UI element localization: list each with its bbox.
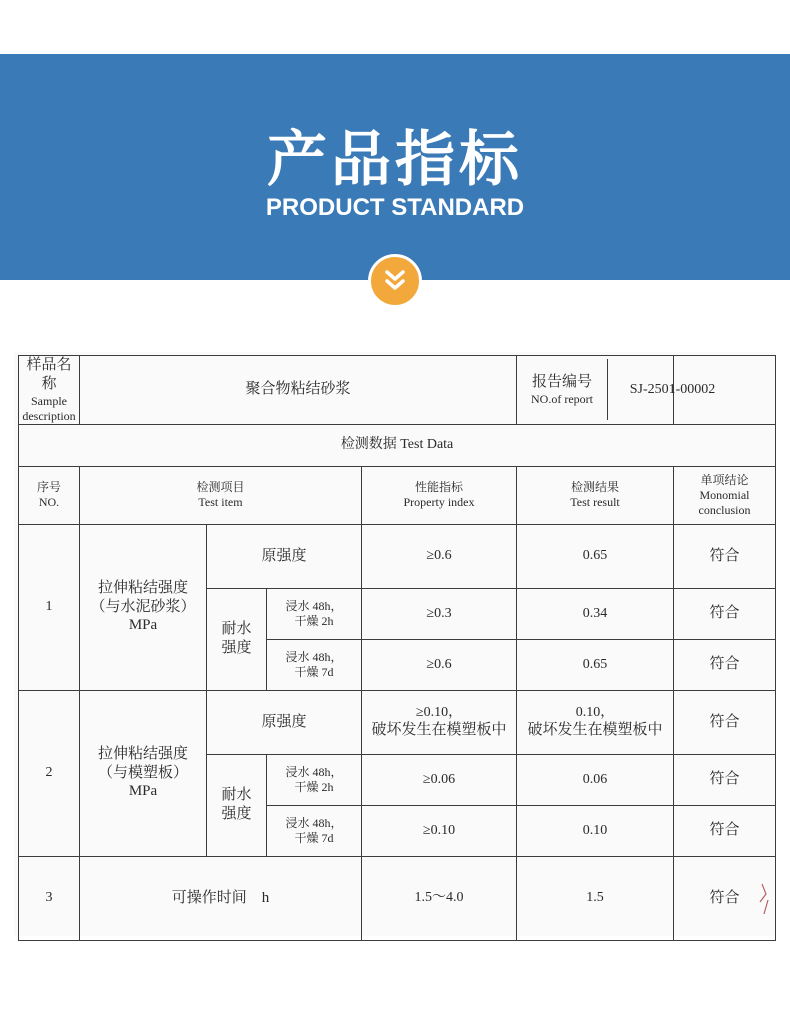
- col-index-zh: 性能指标: [415, 480, 464, 494]
- property-index: 1.5～4.0: [362, 856, 517, 940]
- col-result: [517, 466, 674, 524]
- test-result-line: 0.10，: [575, 704, 615, 720]
- test-item: [80, 524, 207, 690]
- test-item-unit: MPa: [128, 783, 158, 800]
- column-header-row: [19, 466, 776, 524]
- water-label-line: 耐水: [221, 787, 252, 804]
- test-item-line: 拉伸粘结强度: [97, 745, 188, 762]
- row-number: 2: [19, 690, 80, 856]
- sample-row: [19, 356, 776, 425]
- test-data-table: [18, 355, 776, 941]
- test-item-unit: MPa: [128, 617, 158, 634]
- margin-mark: [756, 880, 776, 920]
- test-item: [80, 690, 207, 856]
- property-index-line: 破坏发生在模塑板中: [371, 722, 507, 739]
- table-row: [19, 856, 776, 940]
- water-label-line: 耐水: [221, 621, 252, 638]
- condition: [267, 805, 362, 856]
- col-conclusion: [674, 466, 776, 524]
- test-result: [517, 690, 674, 754]
- test-result-line: 破坏发生在模塑板中: [527, 722, 663, 739]
- table-row: [19, 690, 776, 754]
- condition-line: 干燥 7d: [294, 664, 334, 679]
- col-conclusion-en2: conclusion: [698, 502, 751, 517]
- water-label-line: 强度: [221, 640, 252, 656]
- sample-label-en1: Sample: [31, 393, 67, 408]
- col-no-zh: 序号: [36, 480, 61, 494]
- test-item-line: （与水泥砂浆）: [90, 598, 196, 615]
- sample-label-en2: description: [22, 408, 76, 423]
- condition-line: 干燥 2h: [294, 779, 334, 794]
- condition: [267, 754, 362, 805]
- col-conclusion-zh: 单项结论: [700, 472, 749, 487]
- conclusion: 符合: [674, 856, 776, 940]
- condition-line: 干燥 2h: [294, 613, 334, 628]
- property-index: [362, 690, 517, 754]
- subitem-water-strength: [207, 588, 267, 690]
- report-label: [517, 359, 608, 420]
- condition-line: 浸水 48h，: [285, 764, 343, 779]
- subitem-original-strength: 原强度: [207, 690, 362, 754]
- test-item-line: （与模塑板）: [97, 764, 188, 781]
- property-index: ≥0.6: [362, 524, 517, 588]
- property-index: ≥0.10: [362, 805, 517, 856]
- conclusion: 符合: [674, 639, 776, 690]
- test-item: 可操作时间 h: [80, 856, 362, 940]
- test-result: 0.10: [517, 805, 674, 856]
- col-conclusion-en1: Monomial: [699, 487, 750, 502]
- condition-line: 干燥 7d: [294, 830, 334, 845]
- report-label-en: NO.of report: [531, 391, 593, 406]
- test-result: 1.5: [517, 856, 674, 940]
- conclusion: 符合: [674, 754, 776, 805]
- section-title-row: [19, 424, 776, 466]
- page-subtitle: PRODUCT STANDARD: [265, 194, 525, 221]
- table-row: [19, 524, 776, 588]
- col-item-zh: 检测项目: [196, 480, 245, 494]
- sample-label: [19, 356, 80, 425]
- chevron-double-down-icon: [384, 269, 406, 293]
- water-label-line: 强度: [221, 806, 252, 822]
- condition-line: 浸水 48h，: [285, 598, 343, 613]
- col-result-zh: 检测结果: [571, 480, 620, 494]
- subitem-original-strength: 原强度: [207, 524, 362, 588]
- row-number: 1: [19, 524, 80, 690]
- col-index-en: Property index: [403, 495, 475, 509]
- test-result: 0.06: [517, 754, 674, 805]
- row-number: 3: [19, 856, 80, 940]
- property-index-line: ≥0.10，: [415, 704, 463, 720]
- property-index: ≥0.6: [362, 639, 517, 690]
- col-no: [19, 466, 80, 524]
- scroll-down-badge[interactable]: [368, 254, 422, 308]
- conclusion: 符合: [674, 690, 776, 754]
- page-title: 产品指标: [267, 125, 523, 195]
- condition: [267, 588, 362, 639]
- sample-value: 聚合物粘结砂浆: [80, 356, 517, 425]
- report-label-zh: 报告编号: [532, 373, 593, 390]
- conclusion: 符合: [674, 524, 776, 588]
- condition-line: 浸水 48h，: [285, 649, 343, 664]
- test-item-line: 拉伸粘结强度: [97, 579, 188, 596]
- sample-label-zh: 样品名称: [26, 357, 72, 392]
- property-index: ≥0.06: [362, 754, 517, 805]
- col-result-en: Test result: [570, 495, 620, 509]
- col-item-en: Test item: [198, 495, 243, 509]
- conclusion: 符合: [674, 805, 776, 856]
- test-result: 0.65: [517, 639, 674, 690]
- col-index: [362, 466, 517, 524]
- property-index: ≥0.3: [362, 588, 517, 639]
- section-title: 检测数据 Test Data: [19, 424, 776, 466]
- report-value: [629, 356, 776, 425]
- subitem-water-strength: [207, 754, 267, 856]
- col-item: [80, 466, 362, 524]
- test-result: 0.65: [517, 524, 674, 588]
- col-no-en: NO.: [38, 495, 60, 509]
- test-result: 0.34: [517, 588, 674, 639]
- conclusion: 符合: [674, 588, 776, 639]
- header-banner: [0, 54, 790, 280]
- report-value-text: SJ-2501-00002: [629, 382, 716, 397]
- condition-line: 浸水 48h，: [285, 815, 343, 830]
- condition: [267, 639, 362, 690]
